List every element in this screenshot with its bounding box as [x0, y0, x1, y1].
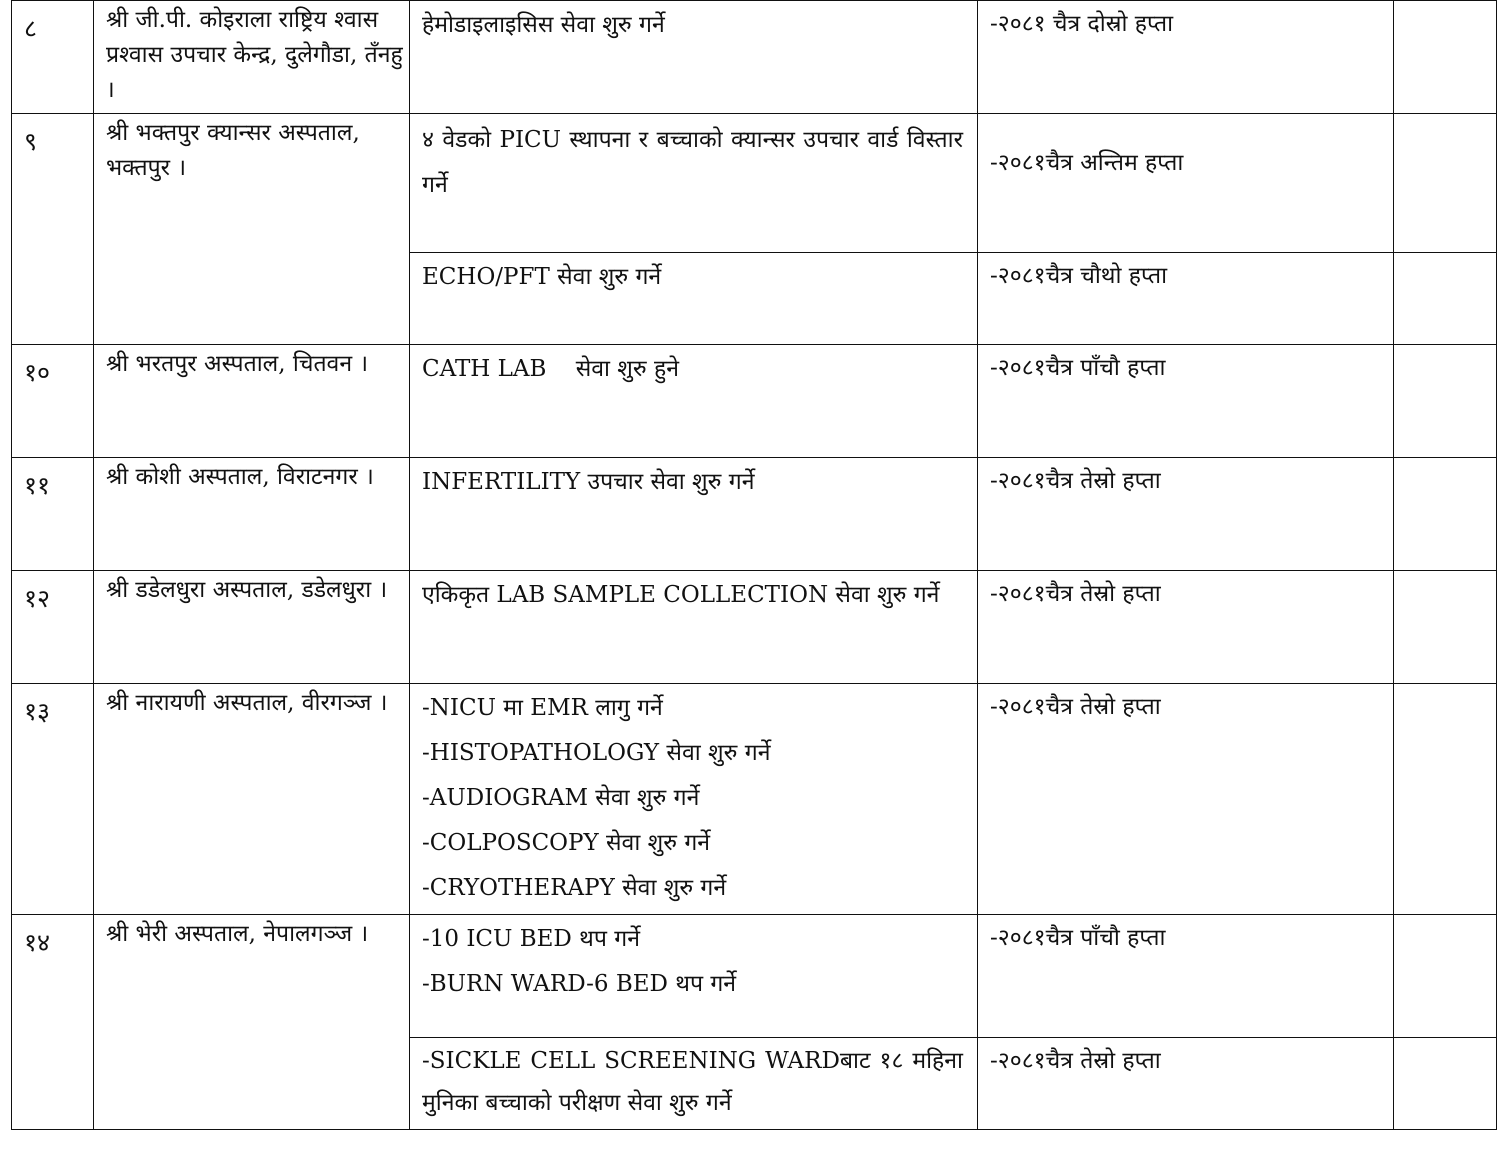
- remarks-cell: [1394, 571, 1497, 684]
- remarks-cell: [1394, 253, 1497, 345]
- hospital-name: श्री नारायणी अस्पताल, वीरगञ्ज ।: [94, 684, 410, 915]
- remarks-cell: [1394, 915, 1497, 1038]
- activity-line: INFERTILITY उपचार सेवा शुरु गर्ने: [422, 469, 755, 495]
- table-row: [12, 915, 1497, 1038]
- serial-number: ११: [12, 458, 94, 571]
- target-date: -२०८१चैत्र तेस्रो हप्ता: [978, 1038, 1394, 1130]
- activity-line: हेमोडाइलाइसिस सेवा शुरु गर्ने: [422, 12, 665, 38]
- activity-cell: [410, 253, 978, 345]
- activity-line: -COLPOSCOPY सेवा शुरु गर्ने: [422, 830, 711, 856]
- serial-number: ९: [12, 114, 94, 345]
- activity-line: -NICU मा EMR लागु गर्ने: [422, 695, 663, 721]
- table-row: [12, 458, 1497, 571]
- activity-line: ४ वेडको PICU स्थापना र बच्चाको क्यान्सर उपचार वार्ड विस्तार गर्ने: [422, 127, 963, 198]
- target-date: -२०८१चैत्र अन्तिम हप्ता: [978, 114, 1394, 253]
- activity-cell: [410, 1, 978, 114]
- table-row: [12, 114, 1497, 253]
- activity-line: -BURN WARD-6 BED थप गर्ने: [422, 971, 737, 997]
- target-date: -२०८१ चैत्र दोस्रो हप्ता: [978, 1, 1394, 114]
- activity-cell: [410, 458, 978, 571]
- activity-cell: [410, 915, 978, 1038]
- table-row: [12, 1, 1497, 114]
- target-date: -२०८१चैत्र तेस्रो हप्ता: [978, 458, 1394, 571]
- remarks-cell: [1394, 458, 1497, 571]
- table-row: [12, 345, 1497, 458]
- hospital-name: श्री भेरी अस्पताल, नेपालगञ्ज ।: [94, 915, 410, 1130]
- activity-line: -HISTOPATHOLOGY सेवा शुरु गर्ने: [422, 740, 771, 766]
- serial-number: १४: [12, 915, 94, 1130]
- hospital-name: श्री जी.पी. कोइराला राष्ट्रिय श्वास प्रश्वास उपचार केन्द्र, दुलेगौडा, तँनहु ।: [94, 1, 410, 114]
- serial-number: ८: [12, 1, 94, 114]
- activity-cell: [410, 571, 978, 684]
- hospital-service-table: [11, 0, 1497, 1130]
- remarks-cell: [1394, 1038, 1497, 1130]
- target-date: -२०८१चैत्र पाँचौ हप्ता: [978, 915, 1394, 1038]
- hospital-name: श्री कोशी अस्पताल, विराटनगर ।: [94, 458, 410, 571]
- table-row: [12, 571, 1497, 684]
- hospital-name: श्री भरतपुर अस्पताल, चितवन ।: [94, 345, 410, 458]
- target-date: -२०८१चैत्र चौथो हप्ता: [978, 253, 1394, 345]
- activity-cell: [410, 684, 978, 915]
- activity-cell: [410, 345, 978, 458]
- activity-line: -SICKLE CELL SCREENING WARDबाट १८ महिना मुनिका बच्चाको परीक्षण सेवा शुरु गर्ने: [422, 1048, 963, 1116]
- activity-cell: [410, 114, 978, 253]
- serial-number: १०: [12, 345, 94, 458]
- activity-line: एकिकृत LAB SAMPLE COLLECTION सेवा शुरु गर्ने: [422, 582, 940, 608]
- target-date: -२०८१चैत्र तेस्रो हप्ता: [978, 684, 1394, 915]
- remarks-cell: [1394, 684, 1497, 915]
- target-date: -२०८१चैत्र पाँचौ हप्ता: [978, 345, 1394, 458]
- activity-line: -10 ICU BED थप गर्ने: [422, 926, 640, 952]
- table-row: [12, 684, 1497, 915]
- remarks-cell: [1394, 114, 1497, 253]
- activity-line: CATH LAB सेवा शुरु हुने: [422, 356, 679, 382]
- hospital-name: श्री भक्तपुर क्यान्सर अस्पताल, भक्तपुर ।: [94, 114, 410, 345]
- serial-number: १२: [12, 571, 94, 684]
- hospital-name: श्री डडेलधुरा अस्पताल, डडेलधुरा ।: [94, 571, 410, 684]
- activity-line: ECHO/PFT सेवा शुरु गर्ने: [422, 264, 662, 290]
- target-date: -२०८१चैत्र तेस्रो हप्ता: [978, 571, 1394, 684]
- serial-number: १३: [12, 684, 94, 915]
- remarks-cell: [1394, 345, 1497, 458]
- activity-cell: [410, 1038, 978, 1130]
- activity-line: -AUDIOGRAM सेवा शुरु गर्ने: [422, 785, 700, 811]
- activity-line: -CRYOTHERAPY सेवा शुरु गर्ने: [422, 875, 727, 901]
- remarks-cell: [1394, 1, 1497, 114]
